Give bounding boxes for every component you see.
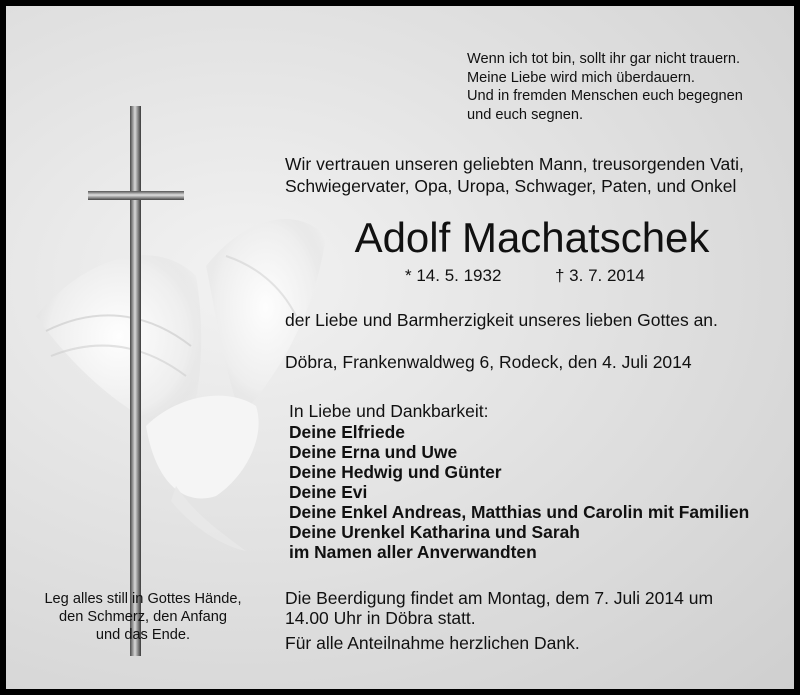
signer: Deine Hedwig und Günter	[289, 462, 502, 482]
signer: Deine Erna und Uwe	[289, 442, 458, 462]
mercy-line: der Liebe und Barmherzigkeit unseres lieben Gottes an.	[285, 310, 718, 330]
signer: Deine Enkel Andreas, Matthias und Carolin mit Familien	[289, 502, 750, 522]
deceased-name: Adolf Machatschek	[354, 214, 710, 261]
closing-thanks: Für alle Anteilnahme herzlichen Dank.	[285, 633, 580, 653]
poem-top: Wenn ich tot bin, sollt ihr gar nicht trauern. Meine Liebe wird mich überdauern. Und in fremden Menschen euch begegnen und euch segnen.	[467, 51, 743, 123]
signer: Deine Elfriede	[289, 422, 405, 442]
signer: Deine Urenkel Katharina und Sarah	[289, 522, 580, 542]
intro-text: Wir vertrauen unseren geliebten Mann, treusorgenden Vati, Schwiegervater, Opa, Uropa, Schwager, Paten, und Onkel	[285, 154, 744, 196]
thanks-intro: In Liebe und Dankbarkeit:	[289, 401, 489, 421]
funeral-info: Die Beerdigung findet am Montag, dem 7. Juli 2014 um 14.00 Uhr in Döbra statt.	[285, 588, 714, 628]
place-date: Döbra, Frankenwaldweg 6, Rodeck, den 4. Juli 2014	[285, 352, 692, 372]
cross-icon	[86, 101, 186, 661]
signer: im Namen aller Anverwandten	[289, 542, 537, 562]
birth-date: * 14. 5. 1932	[405, 266, 502, 285]
signer-list	[289, 422, 749, 562]
poem-bottom: Leg alles still in Gottes Hände, den Schmerz, den Anfang und das Ende.	[44, 591, 242, 643]
signer: Deine Evi	[289, 482, 368, 502]
death-date: † 3. 7. 2014	[555, 266, 645, 285]
